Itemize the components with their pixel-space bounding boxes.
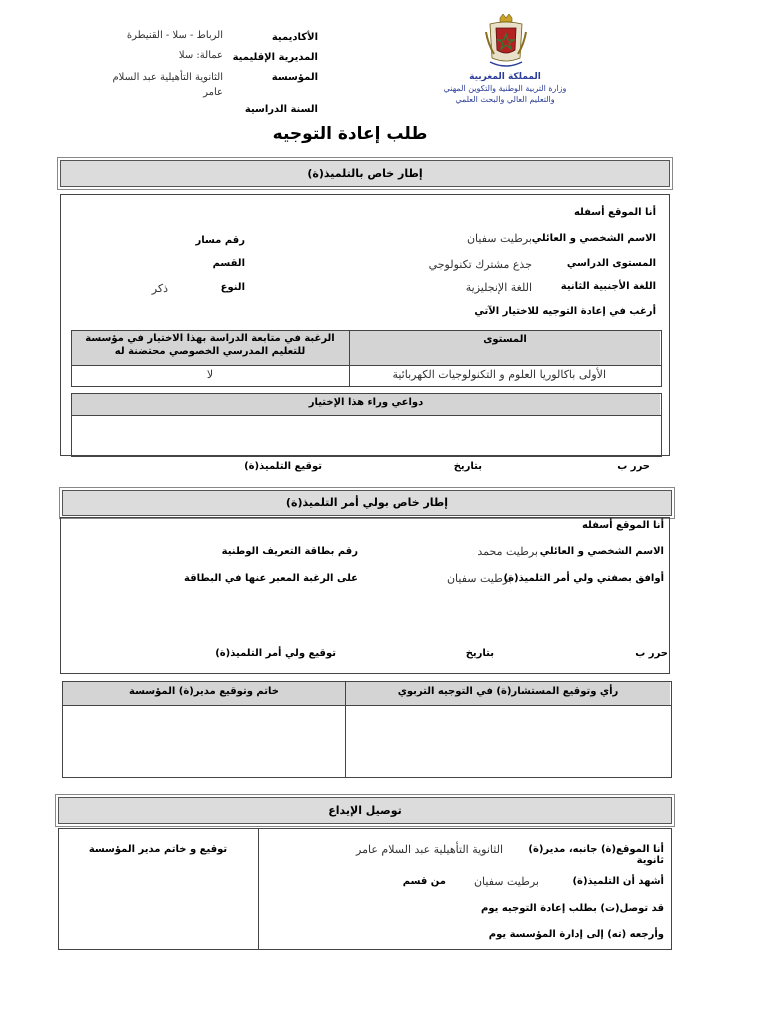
institution-label: المؤسسة [271,72,318,83]
counselor-opinion-input[interactable] [348,708,668,774]
guardian-agree-label: أوافق بصفتي ولي أمر التلميذ(ة) [503,573,664,584]
receipt-line2-value[interactable]: برطيت سفيان [473,875,539,888]
language-label: اللغة الأجنبية الثانية [560,281,656,292]
receipt-section-bar: توصيل الإيداع [58,797,672,824]
massar-label: رقم مسار [195,235,245,246]
institution-value: الثانوية التأهيلية عبد السلام عامر [112,72,223,98]
guardian-undersigned: أنا الموقع أسفله [581,520,664,531]
student-section-bar: إطار خاص بالتلميذ(ة) [60,160,670,187]
kingdom-text: المملكة المغربية [469,72,541,82]
wish-table-divider [71,365,661,366]
wish-text: أرغب في إعادة التوجيه للاختيار الآتي [474,306,656,317]
receipt-col-divider [258,828,259,949]
student-dated: بتاريخ [453,461,482,472]
guardian-section-bar: إطار خاص بولي أمر التلميذ(ة) [62,490,672,516]
level-label: المستوى الدراسي [566,258,656,269]
directorate-label: المديرية الإقليمية [232,52,318,63]
school-year-label: السنة الدراسية [244,104,318,115]
opinion-divider [62,705,671,706]
directorate-value: عمالة: سلا [178,50,223,61]
section-label: القسم [212,258,245,269]
cin-label: رقم بطاقة التعريف الوطنية [221,546,358,557]
receipt-line3: قد توصل(ت) بطلب إعادة التوجيه يوم [481,903,664,914]
guardian-dated: بتاريخ [465,648,494,659]
ministry-line-2: والتعليم العالي والبحث العلمي [455,95,555,104]
guardian-written-at: حرر ب [635,648,668,659]
receipt-line4: وأرجعه (ته) إلى إدارة المؤسسة يوم [488,929,664,940]
counselor-opinion-label: رأي وتوقيع المستشار(ة) في التوجيه التربوي [397,686,619,697]
guardian-section-frame [60,517,670,674]
language-value[interactable]: اللغة الإنجليزية [465,281,532,294]
student-signature-label: توقيع التلميذ(ة) [244,461,322,472]
director-stamp-label: خاتم وتوقيع مدير(ة) المؤسسة [129,686,279,697]
director-stamp-area[interactable] [64,708,344,774]
receipt-line1-label: أنا الموقع(ة) جانبه، مدير(ة) ثانوية [528,844,664,866]
gender-value[interactable]: ذكر [151,282,168,295]
receipt-line1-value[interactable]: الثانوية التأهيلية عبد السلام عامر [356,843,503,856]
student-undersigned: أنا الموقع أسفله [573,207,656,218]
student-written-at: حرر ب [617,461,650,472]
royal-emblem-icon [484,14,528,72]
motives-title: دواعي وراء هذا الإختيار [308,397,424,408]
guardian-agree-value[interactable]: برطيت سفيان [446,572,512,585]
motives-divider [71,415,661,416]
opinion-col-divider [345,681,346,777]
ministry-line-1: وزارة التربية الوطنية والتكوين المهني [443,84,567,93]
receipt-line2-suffix: من قسم [402,876,446,887]
guardian-name-value[interactable]: برطيت محمد [477,545,538,558]
wish-row-private[interactable]: لا [206,368,214,381]
gender-label: النوع [220,282,245,293]
guardian-name-label: الاسم الشخصي و العائلي [539,546,664,557]
level-value[interactable]: جذع مشترك تكنولوجي [428,258,532,271]
guardian-agree-suffix: على الرغبة المعبر عنها في البطاقة [184,573,358,584]
page-title: طلب إعادة التوجيه [272,124,428,144]
student-name-label: الاسم الشخصي و العائلي [531,233,656,244]
guardian-signature-label: توقيع ولي أمر التلميذ(ة) [215,648,336,659]
wish-row-level[interactable]: الأولى باكالوريا العلوم و التكنولوجيات الكهربائية [392,368,606,381]
student-name-value[interactable]: برطيت سفيان [466,232,532,245]
wish-col-private: الرغبة في متابعة الدراسة بهذا الاختيار في مؤسسة للتعليم المدرسي الخصوصي محتضنة له [85,333,335,357]
wish-col-level: المستوى [483,334,527,345]
academy-label: الأكاديمية [271,32,318,43]
receipt-director-sign: توقيع و خاتم مدير المؤسسة [88,844,228,855]
motives-input[interactable] [73,418,658,453]
academy-value: الرباط - سلا - القنيطرة [126,30,223,41]
receipt-line2-label: أشهد أن التلميذ(ة) [572,876,664,887]
